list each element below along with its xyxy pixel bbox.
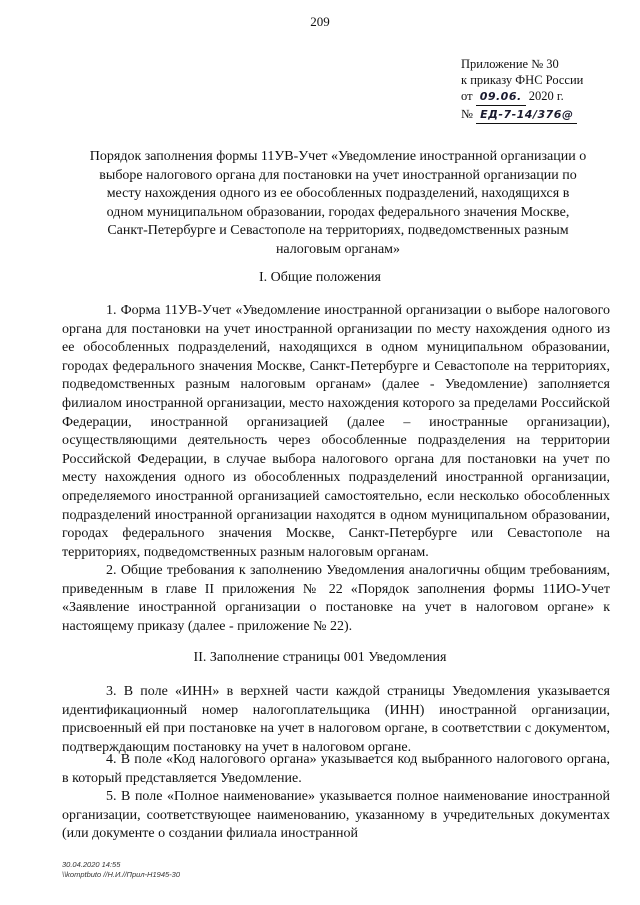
date-suffix: 2020 г. [528, 89, 564, 103]
appendix-block [461, 56, 631, 124]
paragraph-1: 1. Форма 11УВ-Учет «Уведомление иностранной организации о выборе налогового органа для постановки на учет иностранной организации по месту нахождения одного из ее обособленных подразделений, находящихся в одном муниципальном образовании, городах федерального значения Москве, Санкт-Петербурге и Севастополе на территориях, подведомственных разным налоговым органам» (далее - Уведомление) заполняется филиалом иностранной организации, место нахождения которого за пределами Российской Федерации, иностранной организацией (далее – иностранные организации), осуществляющими деятельность через обособленные подразделения на территории Российской Федерации, в случае выбора налогового органа для постановки на учет по месту нахождения одного из обособленных подразделений иностранной организации, определяемого иностранной организацией самостоятельно, если несколько обособленных подразделений иностранной организации находятся в одном муниципальном образовании, городах федерального значения Москве, Санкт-Петербурге или Севастополе на территориях, подведомственных разным налоговым органам. [62, 303, 610, 560]
appendix-date-line [461, 88, 631, 106]
appendix-order-ref: к приказу ФНС России [461, 73, 584, 87]
date-prefix: от [461, 89, 473, 103]
paragraph-5: 5. В поле «Полное наименование» указывается полное наименование иностранной организации, соответствующее наименованию, указанному в учредительных документах (или документе о создании филиала иностранной [62, 789, 610, 842]
appendix-title: Приложение № 30 [461, 57, 559, 71]
footer-path: \\komptbuto //Н.И.//Прил-Н1945-30 [62, 870, 181, 879]
footer-timestamp: 30.04.2020 14:55 [62, 860, 121, 869]
section-heading-page-001: II. Заполнение страницы 001 Уведомления [193, 650, 447, 665]
paragraph-4: 4. В поле «Код налогового органа» указывается код выбранного налогового органа, в который представляется Уведомление. [62, 752, 610, 786]
section-heading-general: I. Общие положения [259, 270, 381, 285]
paragraph-2: 2. Общие требования к заполнению Уведомления аналогичны общим требованиям, приведенным в главе II приложения № 22 «Порядок заполнения формы 11ИО-Учет «Заявление иностранной организации о постановке на учет в налоговом органе» к настоящему приказу (далее - приложение № 22). [62, 563, 610, 634]
number-prefix: № [461, 107, 473, 121]
document-title: Порядок заполнения формы 11УВ-Учет «Уведомление иностранной организации о выборе налогового органа для постановки на учет иностранной организации по месту нахождения одного из ее обособленных подразделений, находящихся в одном муниципальном образовании, городах федерального значения Москве, Санкт-Петербурге и Севастополе на территориях, подведомственных разным налоговым органам» [89, 149, 587, 257]
handwritten-number: ЕД-7-14/376@ [476, 107, 577, 124]
paragraph-3: 3. В поле «ИНН» в верхней части каждой страницы Уведомления указывается идентификационный номер налогоплательщика (ИНН) иностранной организации, присвоенный ей при постановке на учет в налоговом органе, в соответствии с документом, подтверждающим постановку на учет в налоговом органе. [62, 684, 610, 755]
footer-meta [62, 860, 180, 880]
page-number: 209 [310, 14, 330, 29]
handwritten-date: 09.06. [476, 89, 526, 106]
appendix-number-line [461, 106, 631, 124]
